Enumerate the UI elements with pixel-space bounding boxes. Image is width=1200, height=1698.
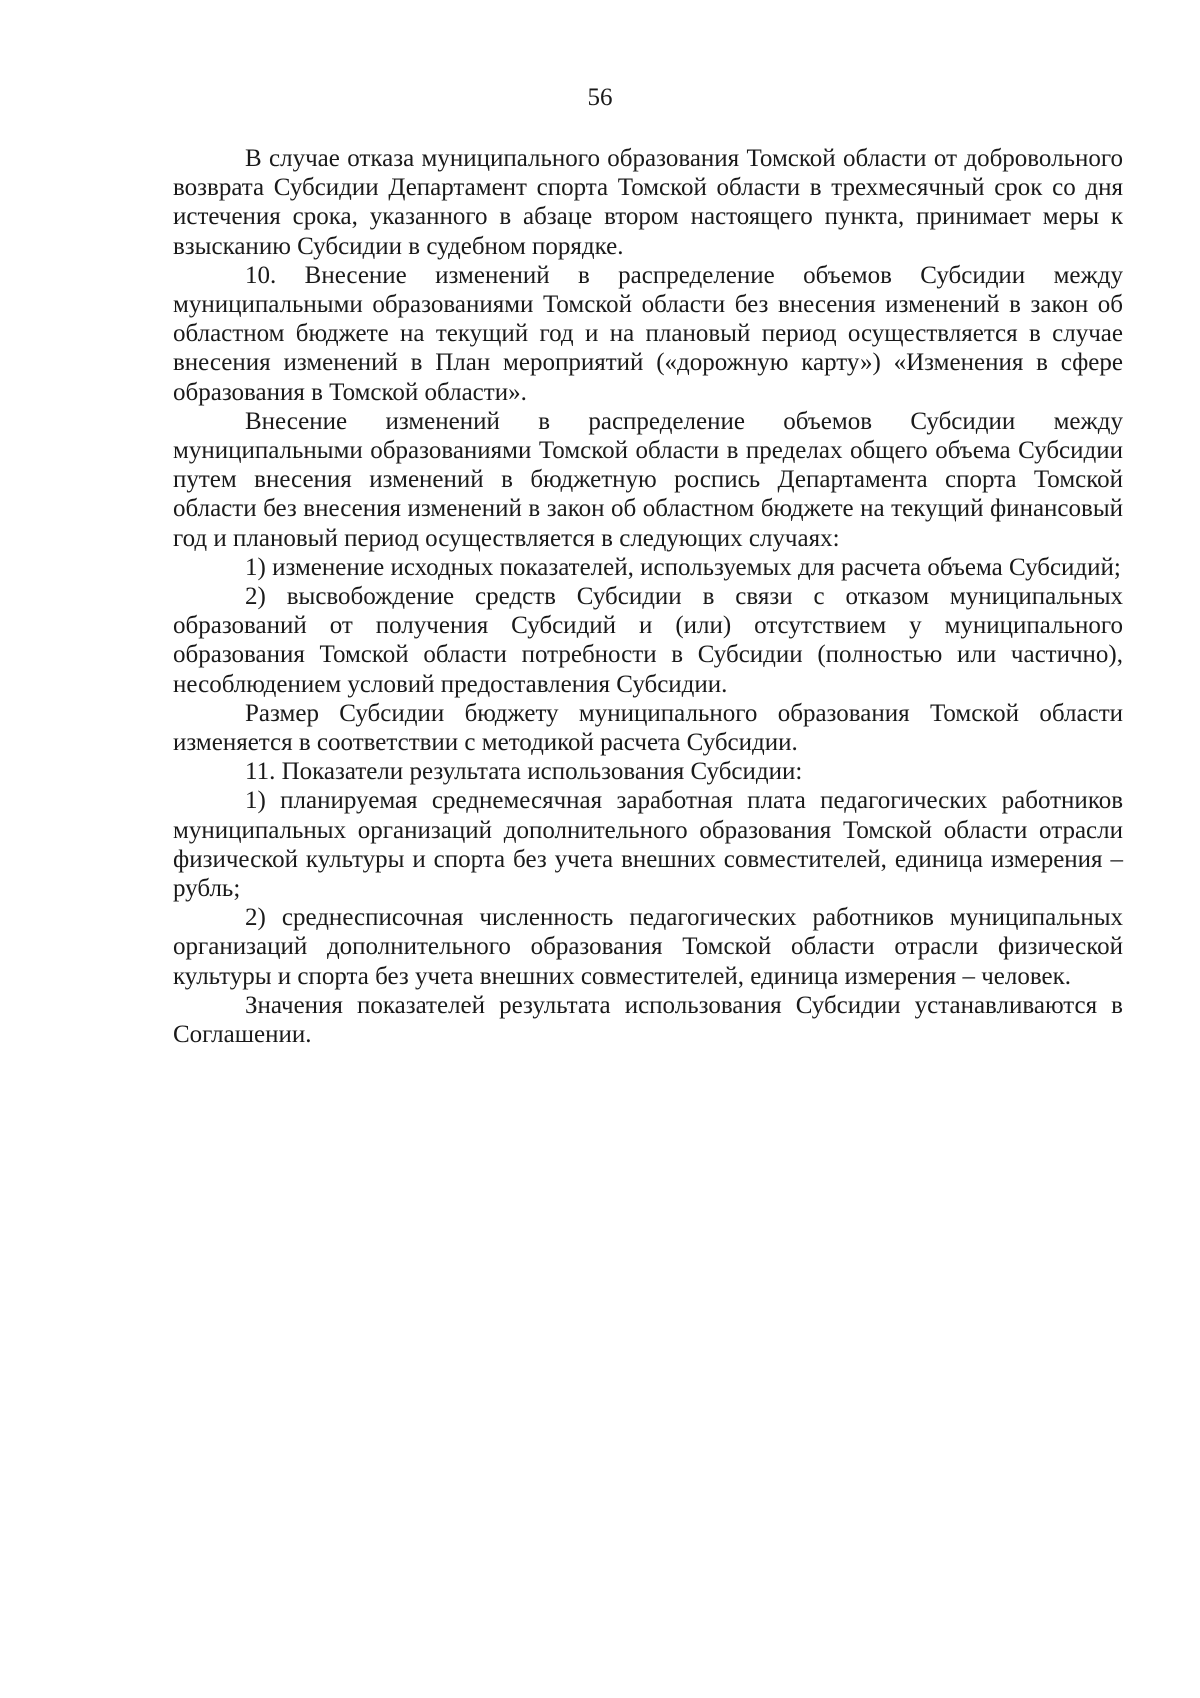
paragraph: 1) планируемая среднемесячная заработная плата педагогических работников муниципальных организаций дополнительного образования Томской области отрасли физической культуры и спорта без учета внешних совместителей, единица измерения – рубль;	[173, 787, 1123, 903]
paragraph: В случае отказа муниципального образования Томской области от добровольного возврата Субсидии Департамент спорта Томской области в трехмесячный срок со дня истечения срока, указанного в абзаце втором настоящего пункта, принимает меры к взысканию Субсидии в судебном порядке.	[173, 145, 1123, 260]
paragraph: Внесение изменений в распределение объемов Субсидии между муниципальными образованиями Томской области в пределах общего объема Субсидии путем внесения изменений в бюджетную роспись Департамента спорта Томской области без внесения изменений в закон об областном бюджете на текущий финансовый год и плановый период осуществляется в следующих случаях:	[173, 407, 1123, 552]
page-number: 56	[587, 84, 613, 111]
paragraph: 10. Внесение изменений в распределение объемов Субсидии между муниципальными образованиями Томской области без внесения изменений в закон об областном бюджете на текущий год и на плановый период осуществляется в случае внесения изменений в План мероприятий («дорожную карту») «Изменения в сфере образования в Томской области».	[173, 261, 1123, 406]
paragraph: Значения показателей результата использования Субсидии устанавливаются в Соглашении.	[173, 991, 1123, 1049]
paragraph: 2) высвобождение средств Субсидии в связи с отказом муниципальных образований от получения Субсидий и (или) отсутствием у муниципального образования Томской области потребности в Субсидии (полностью или частично), несоблюдением условий предоставления Субсидии.	[173, 583, 1123, 698]
paragraph: Размер Субсидии бюджету муниципального образования Томской области изменяется в соответствии с методикой расчета Субсидии.	[173, 699, 1123, 757]
document-body	[173, 144, 1123, 1049]
paragraph: 1) изменение исходных показателей, используемых для расчета объема Субсидий;	[245, 553, 1121, 581]
paragraph: 2) среднесписочная численность педагогических работников муниципальных организаций дополнительного образования Томской области отрасли физической культуры и спорта без учета внешних совместителей, единица измерения – человек.	[173, 904, 1123, 990]
paragraph: 11. Показатели результата использования Субсидии:	[245, 758, 803, 786]
